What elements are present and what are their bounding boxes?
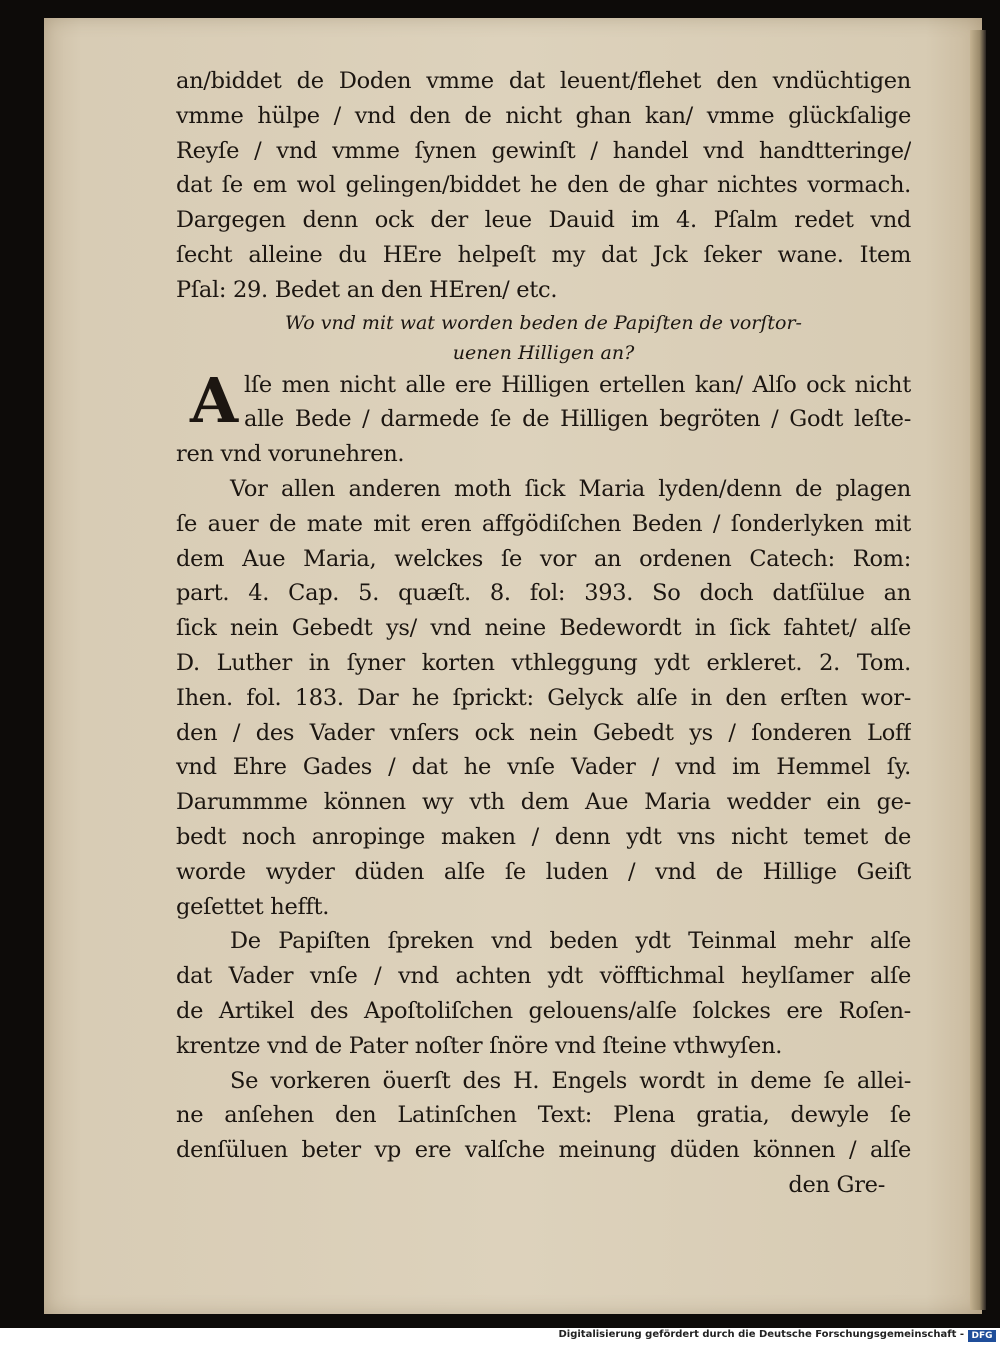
text-line: Darummme können wy vth dem Aue Maria wedder ein ge- — [176, 789, 911, 816]
text-line: ſick nein Gebedt ys/ vnd neine Bedewordt in ſick fahtet/ alſe — [176, 615, 911, 642]
page-text — [176, 64, 911, 1203]
paragraph-3 — [176, 924, 911, 1063]
digitization-footer — [0, 1328, 1000, 1345]
text-line: Se vorkeren öuerſt des H. Engels wordt in deme ſe allei- — [230, 1067, 911, 1094]
text-line: bedt noch anropinge maken / denn ydt vns nicht temet de — [176, 823, 911, 850]
text-line: lſe men nicht alle ere Hilligen ertellen kan/ Alſo ock nicht — [244, 371, 911, 398]
text-line: geſettet hefft. — [176, 893, 330, 920]
text-line: ren vnd vorunehren. — [176, 441, 405, 468]
text-line: de Artikel des Apoſtoliſchen gelouens/alſe ſolckes ere Roſen- — [176, 997, 911, 1024]
text-line: dem Aue Maria, welckes ſe vor an ordenen Catech: Rom: — [176, 545, 911, 572]
heading-line: uenen Hilligen an? — [452, 341, 635, 364]
text-line: Ihen. fol. 183. Dar he ſprickt: Gelyck alſe in den erſten wor- — [176, 684, 911, 711]
text-line: ſe auer de mate mit eren affgödiſchen Beden / ſonderlyken mit — [176, 510, 911, 537]
paragraph-1 — [176, 363, 911, 472]
text-line: Dargegen denn ock der leue Dauid im 4. Pſalm redet vnd — [176, 207, 911, 234]
text-line: dat Vader vnſe / vnd achten ydt vöfftichmal heylſamer alſe — [176, 963, 911, 990]
text-line: ne anſehen den Latinſchen Text: Plena gratia, dewyle ſe — [176, 1102, 911, 1129]
text-line: Pſal: 29. Bedet an den HEren/ etc. — [176, 276, 558, 303]
paragraph-top — [176, 64, 911, 308]
text-line: vnd Ehre Gades / dat he vnſe Vader / vnd im Hemmel ſy. — [176, 754, 911, 781]
text-line: vmme hülpe / vnd den de nicht ghan kan/ vmme glückſalige — [176, 102, 911, 129]
catchword: den Gre- — [788, 1171, 885, 1198]
text-line: an/biddet de Doden vmme dat leuent/flehet den vndüchtigen — [176, 68, 911, 94]
section-heading — [176, 308, 911, 368]
footer-credit: Digitalisierung gefördert durch die Deutsche Forschungsgemeinschaft - — [558, 1329, 964, 1340]
text-line: part. 4. Cap. 5. quæſt. 8. fol: 393. So doch datſülue an — [176, 580, 911, 607]
text-line: Reyſe / vnd vmme ſynen gewinſt / handel vnd handtteringe/ — [176, 137, 911, 164]
text-line: D. Luther in ſyner korten vthleggung ydt erkleret. 2. Tom. — [176, 649, 911, 676]
paragraph-2 — [176, 472, 911, 924]
dfg-logo: DFG — [968, 1330, 996, 1342]
text-line: krentze vnd de Pater noſter ſnöre vnd ſteine vthwyſen. — [176, 1032, 783, 1059]
text-line: dat ſe em wol gelingen/biddet he den de ghar nichtes vormach. — [176, 172, 911, 199]
text-line: ſecht alleine du HEre helpeſt my dat Jck ſeker wane. Item — [176, 241, 911, 268]
text-line: alle Bede / darmede ſe de Hilligen begröten / Godt leſte- — [244, 406, 911, 433]
paragraph-4 — [176, 1064, 911, 1203]
drop-cap: A — [190, 363, 239, 437]
text-line: denſüluen beter vp ere valſche meinung düden können / alſe — [176, 1137, 911, 1164]
heading-line: Wo vnd mit wat worden beden de Papiſten de vorſtor- — [285, 311, 802, 334]
text-line: De Papiſten ſpreken vnd beden ydt Teinmal mehr alſe — [230, 928, 911, 955]
page-edge — [970, 30, 986, 1310]
text-line: den / des Vader vnſers ock nein Gebedt ys / ſonderen Loff — [176, 719, 911, 746]
text-line: Vor allen anderen moth ſick Maria lyden/denn de plagen — [230, 475, 911, 502]
text-line: worde wyder düden alſe ſe luden / vnd de Hillige Geiſt — [176, 858, 911, 885]
